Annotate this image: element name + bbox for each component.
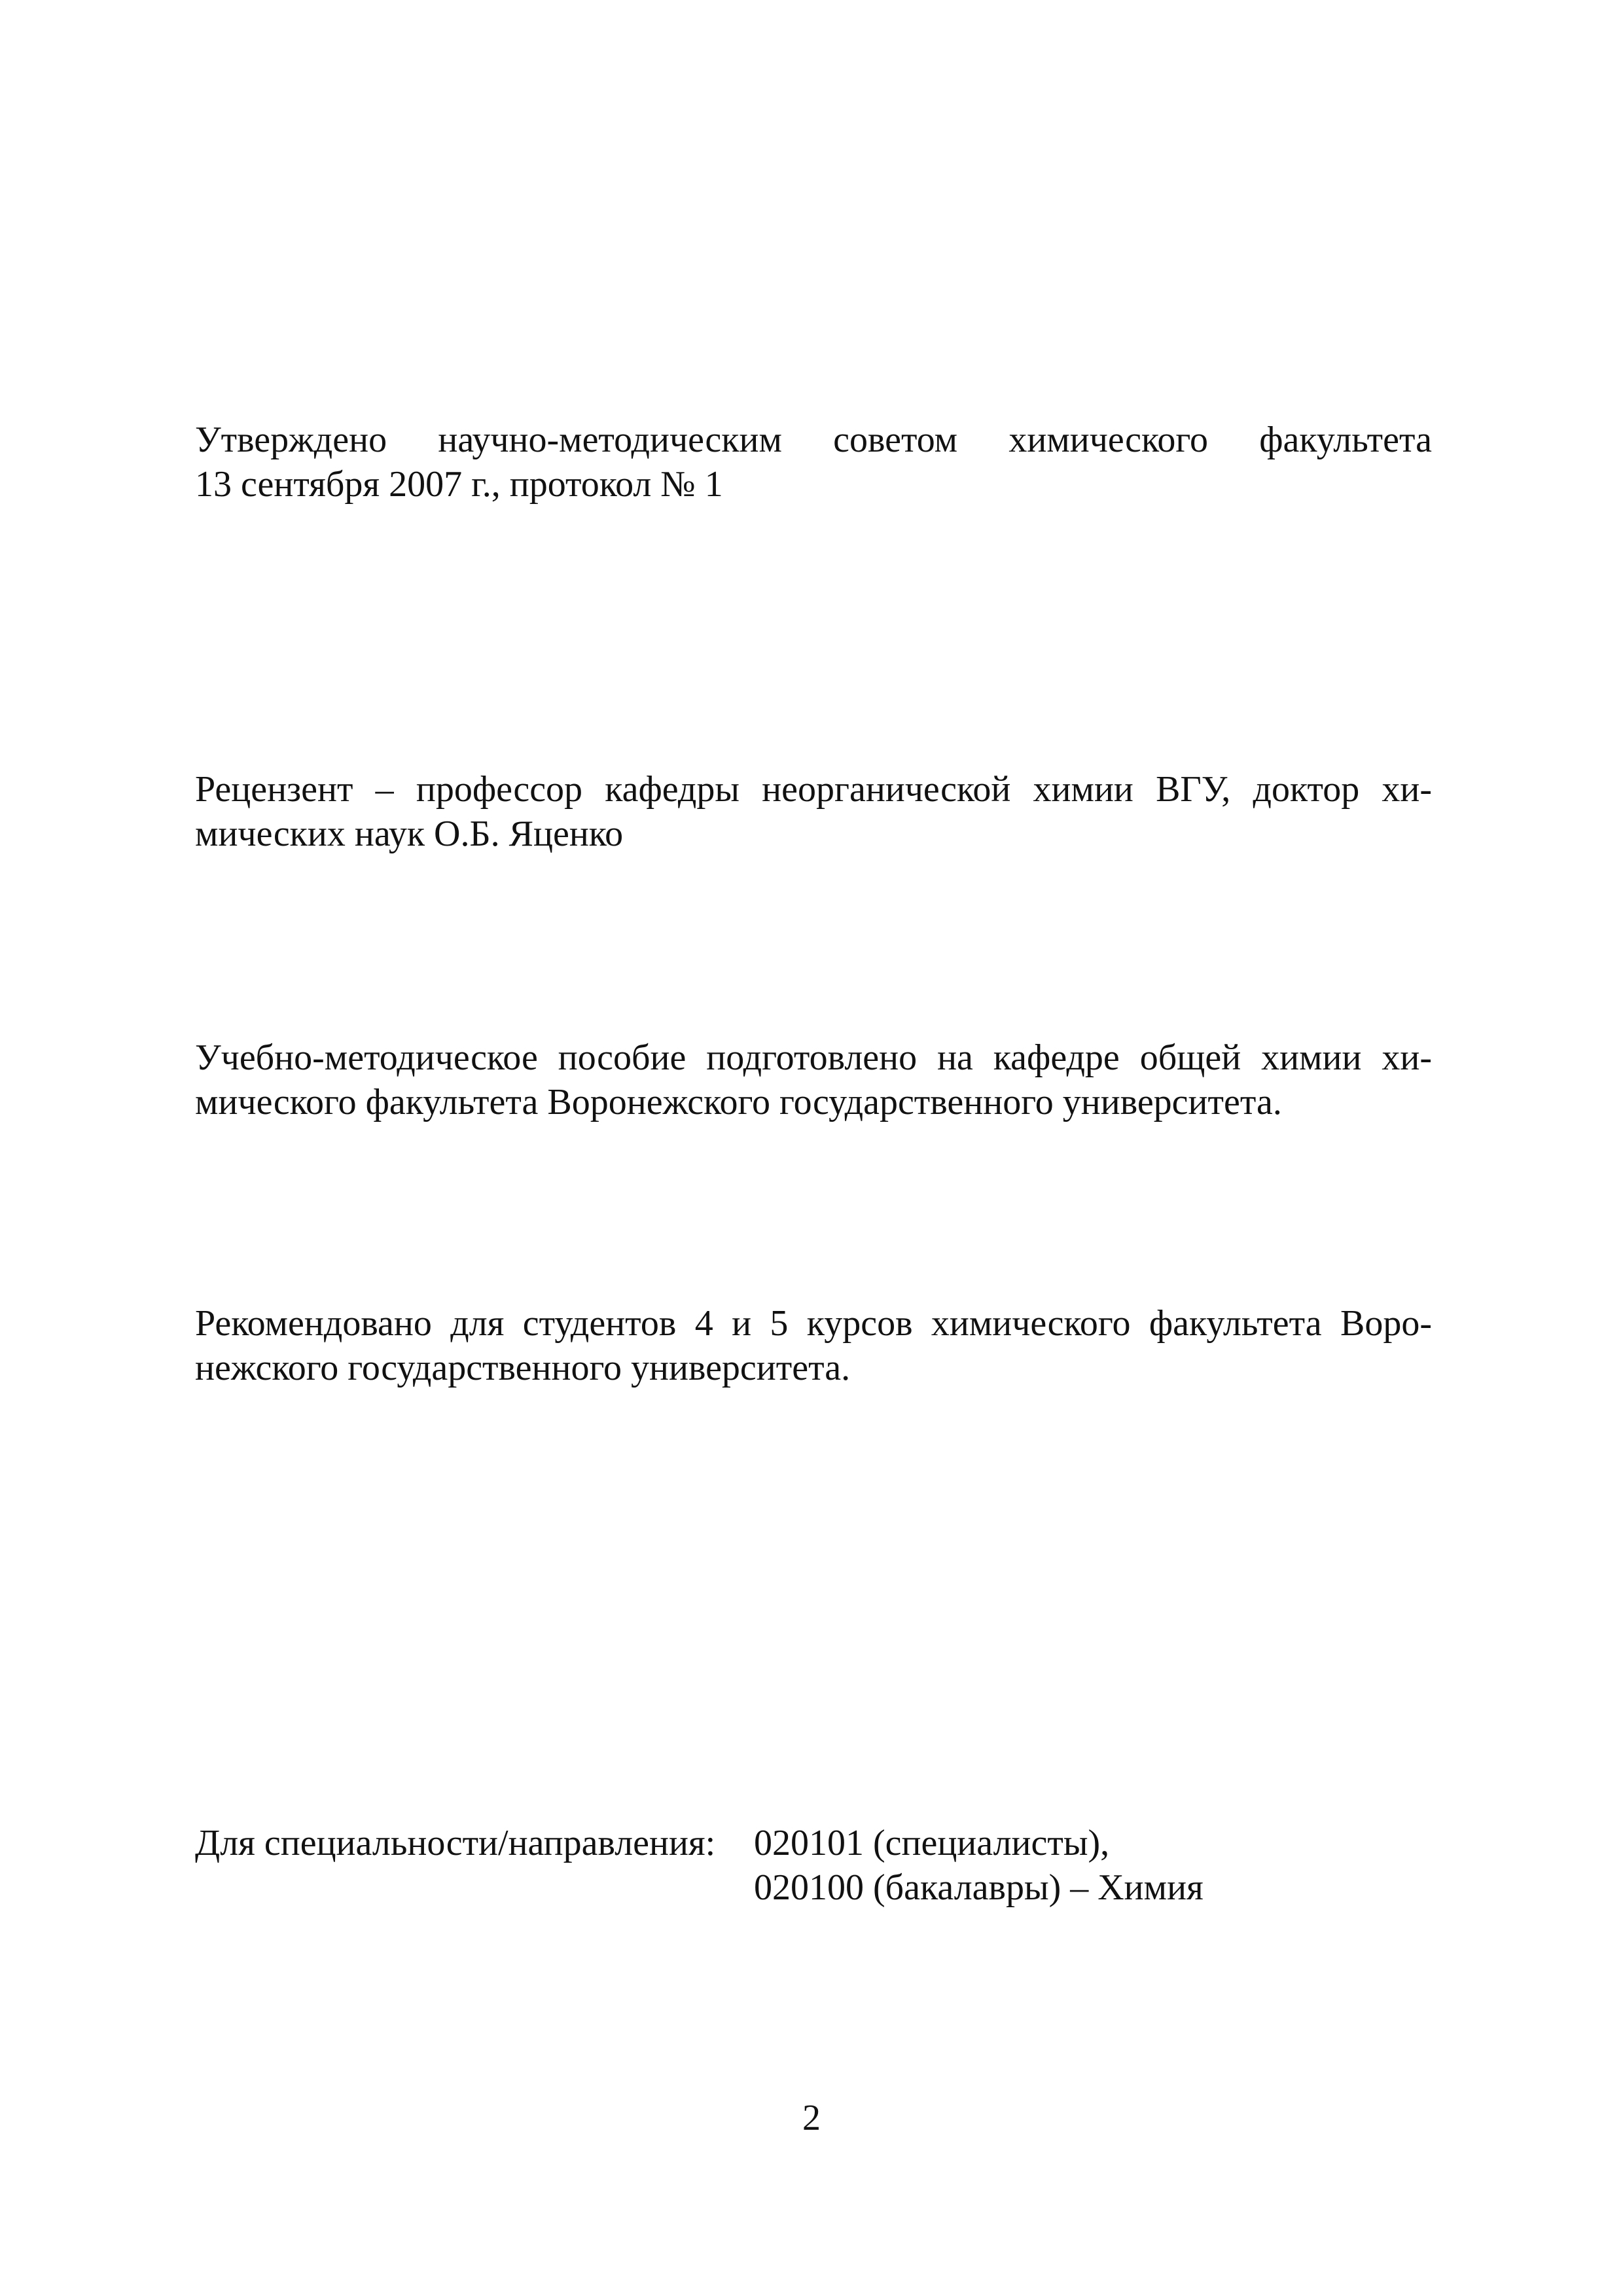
specialty-row-1 xyxy=(195,1821,1432,1865)
prepared-line-1: Учебно-методическое пособие подготовлено на кафедре общей химии хи- xyxy=(195,1037,1432,1078)
specialty-block xyxy=(195,1821,1432,1910)
reviewer-line-1: Рецензент – профессор кафедры неорганической химии ВГУ, доктор хи- xyxy=(195,769,1432,810)
page-number: 2 xyxy=(802,2098,821,2138)
recommendation-paragraph xyxy=(195,1301,1432,1390)
prepared-line-2: мического факультета Воронежского государственного университета. xyxy=(195,1082,1282,1122)
approval-line-2: 13 сентября 2007 г., протокол № 1 xyxy=(195,464,723,505)
reviewer-line-2: мических наук О.Б. Яценко xyxy=(195,814,624,854)
approval-line-1: Утверждено научно-методическим советом химического факультета xyxy=(195,420,1432,460)
specialty-value-2: 020100 (бакалавры) – Химия xyxy=(754,1867,1204,1908)
specialty-row-2 xyxy=(195,1865,1432,1910)
recommendation-line-1: Рекомендовано для студентов 4 и 5 курсов химического факультета Воро- xyxy=(195,1303,1432,1344)
approval-paragraph xyxy=(195,418,1432,507)
prepared-paragraph xyxy=(195,1035,1432,1124)
specialty-label: Для специальности/направления: xyxy=(195,1823,716,1863)
reviewer-paragraph xyxy=(195,767,1432,856)
specialty-value-1: 020101 (специалисты), xyxy=(754,1823,1110,1863)
specialty-label-spacer xyxy=(195,1865,754,1910)
recommendation-line-2: нежского государственного университета. xyxy=(195,1348,851,1388)
